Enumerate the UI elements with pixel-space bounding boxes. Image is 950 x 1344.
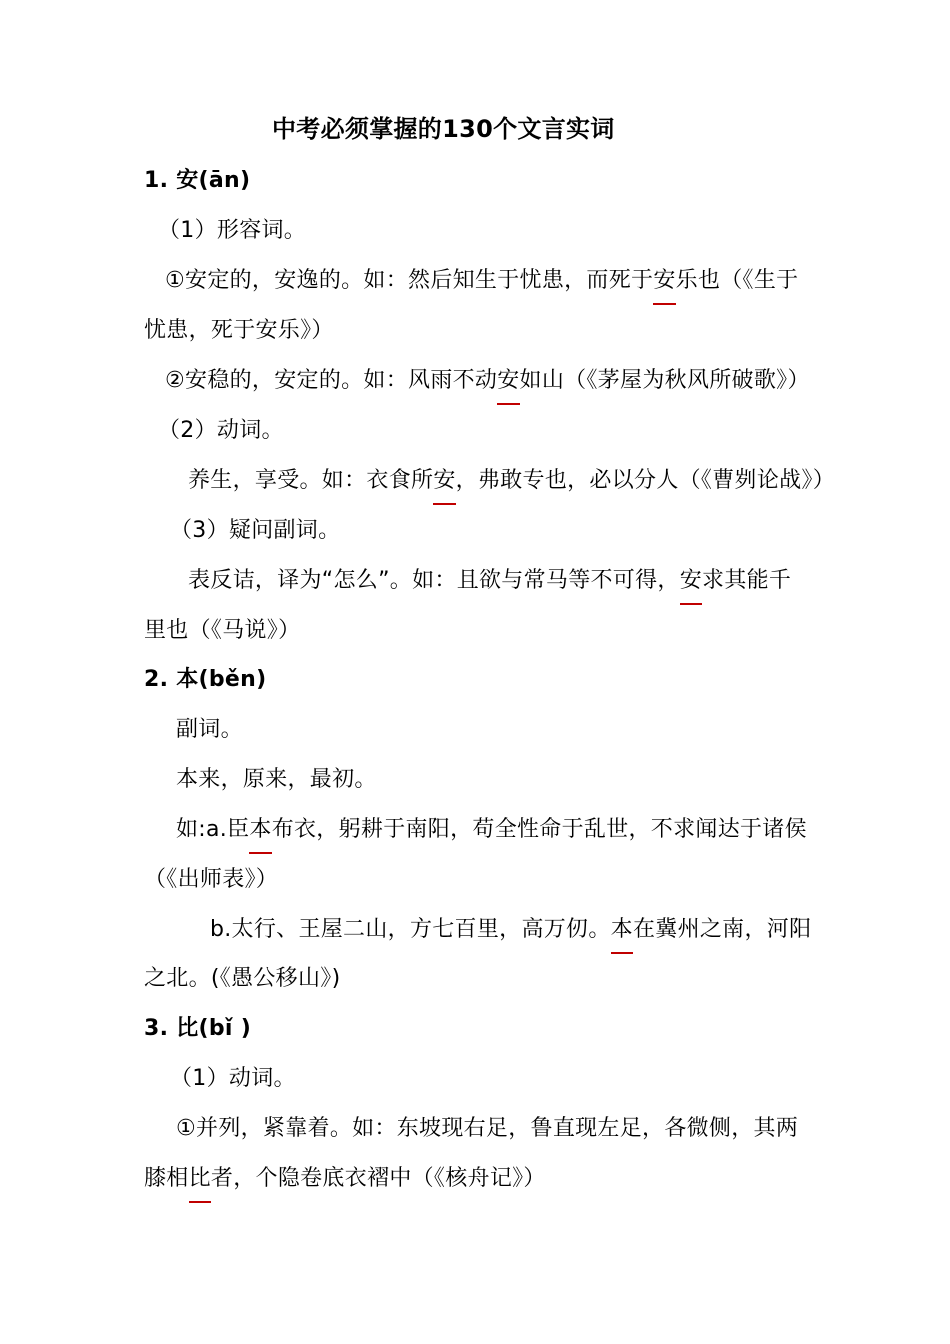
underlined-keyword: 本 (611, 915, 633, 945)
entry-line: （1）动词。 (170, 1066, 296, 1091)
page-title: 中考必须掌握的130个文言实词 (272, 115, 615, 143)
entry-line: （3）疑问副词。 (170, 518, 341, 543)
underlined-keyword: 安 (680, 566, 702, 596)
entry-line: （《出师表》） (144, 867, 279, 892)
entry-line: ①安定的，安逸的。如：然后知生于忧患，而死于安乐也（《生于 (165, 266, 798, 296)
entry-line: 如:a.臣本布衣，躬耕于南阳，苟全性命于乱世，不求闻达于诸侯 (176, 815, 807, 845)
underlined-keyword: 安 (653, 266, 675, 296)
entry-heading: 3. 比(bǐ ) (144, 1016, 252, 1041)
entry-line: 忧患，死于安乐》） (144, 318, 334, 343)
entry-line: ②安稳的，安定的。如：风雨不动安如山（《茅屋为秋风所破歌》） (165, 366, 810, 396)
underlined-keyword: 安 (433, 466, 455, 496)
entry-line: b.太行、王屋二山，方七百里，高万仞。本在冀州之南，河阳 (210, 915, 811, 945)
entry-line: 本来，原来，最初。 (176, 767, 377, 792)
underlined-keyword: 比 (189, 1164, 211, 1194)
entry-heading: 2. 本(běn) (144, 667, 267, 692)
entry-line: 里也（《马说》） (144, 618, 301, 643)
entry-line: 副词。 (176, 717, 243, 742)
entry-line: ①并列，紧靠着。如：东坡现右足，鲁直现左足，各微侧，其两 (176, 1116, 799, 1141)
entry-line: 表反诘，译为“怎么”。如：且欲与常马等不可得，安求其能千 (188, 566, 791, 596)
entry-heading: 1. 安(ān) (144, 168, 251, 193)
entry-line: （2）动词。 (158, 418, 284, 443)
entry-line: （1）形容词。 (158, 218, 307, 243)
entry-line: 膝相比者，个隐卷底衣褶中（《核舟记》） (144, 1164, 546, 1194)
entry-line: 养生，享受。如：衣食所安，弗敢专也，必以分人（《曹刿论战》） (188, 466, 835, 496)
underlined-keyword: 安 (497, 366, 519, 396)
underlined-keyword: 本 (249, 815, 271, 845)
entry-line: 之北。(《愚公移山》) (144, 966, 341, 991)
